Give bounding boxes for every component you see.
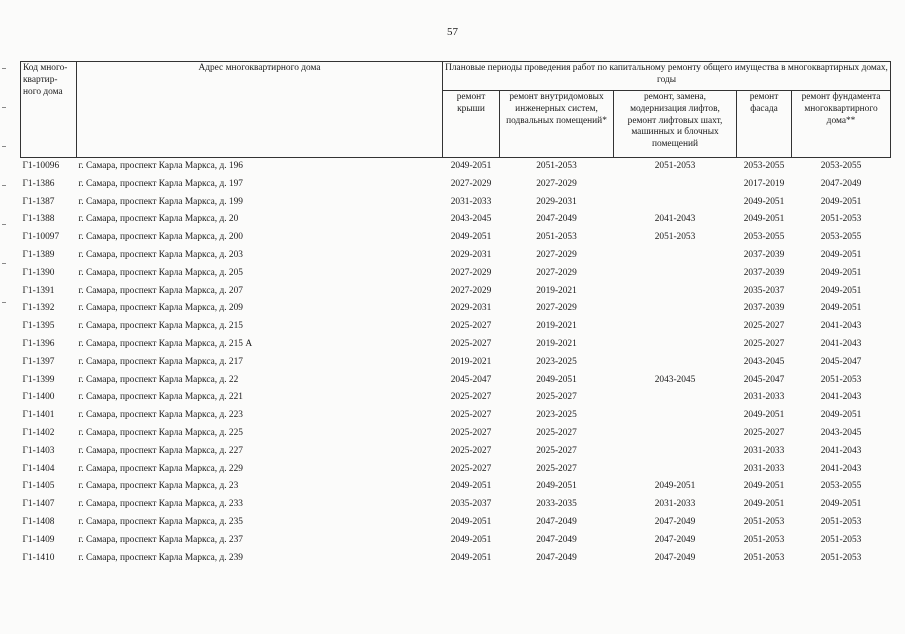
repair-schedule-table	[20, 61, 891, 567]
row-code: Г1-1392	[22, 303, 55, 314]
row-foundation-period: 2041-2043	[820, 321, 862, 332]
row-facade-period: 2031-2033	[743, 463, 785, 474]
row-lifts-period	[614, 300, 737, 318]
row-code: Г1-1395	[22, 321, 55, 332]
row-code: Г1-1402	[22, 427, 55, 438]
row-address: г. Самара, проспект Карла Маркса, д. 199	[78, 196, 243, 207]
row-facade-period: 2049-2051	[743, 499, 785, 510]
row-lifts-period: 2051-2053	[654, 232, 696, 243]
row-systems-period: 2023-2025	[536, 356, 577, 367]
header-lifts: ремонт, замена, модернизация лифтов, ремонт лифтовых шахт, машинных и блочных помещений	[614, 91, 737, 158]
row-roof-period: 2019-2021	[450, 356, 492, 367]
row-foundation-period: 2051-2053	[820, 534, 862, 545]
row-facade-period: 2049-2051	[743, 410, 785, 421]
table-row	[21, 407, 891, 425]
row-systems-period: 2025-2027	[536, 463, 577, 474]
row-facade-period: 2053-2055	[743, 232, 785, 243]
row-facade-period: 2017-2019	[743, 178, 785, 189]
row-lifts-period: 2031-2033	[654, 499, 696, 510]
row-code: Г1-1386	[22, 178, 55, 189]
row-code: Г1-1388	[22, 214, 55, 225]
row-code: Г1-1408	[22, 516, 55, 527]
row-lifts-period: 2041-2043	[654, 214, 696, 225]
table-row	[21, 158, 891, 176]
row-facade-period: 2031-2033	[743, 445, 785, 456]
row-code: Г1-1404	[22, 463, 55, 474]
row-address: г. Самара, проспект Карла Маркса, д. 209	[78, 303, 243, 314]
row-code: Г1-1389	[22, 250, 55, 260]
header-systems: ремонт внутридомовых инженерных систем, подвальных помещений*	[500, 91, 614, 158]
table-row	[21, 283, 891, 301]
row-lifts-period	[614, 461, 737, 479]
scan-edge-marks	[0, 30, 10, 350]
row-lifts-period: 2049-2051	[654, 481, 696, 492]
table-row	[21, 550, 891, 568]
row-code: Г1-1396	[22, 338, 55, 349]
row-systems-period: 2019-2021	[536, 338, 577, 349]
row-code: Г1-1407	[22, 499, 55, 510]
row-facade-period: 2037-2039	[743, 303, 785, 314]
row-address: г. Самара, проспект Карла Маркса, д. 215 А	[78, 338, 253, 349]
row-code: Г1-1397	[22, 356, 55, 367]
row-roof-period: 2049-2051	[450, 516, 492, 527]
row-foundation-period: 2045-2047	[820, 356, 862, 367]
row-systems-period: 2023-2025	[536, 410, 577, 421]
row-foundation-period: 2049-2051	[820, 267, 862, 278]
row-code: Г1-1387	[22, 196, 55, 207]
table-row	[21, 443, 891, 461]
row-lifts-period: 2051-2053	[654, 161, 696, 172]
row-roof-period: 2025-2027	[450, 445, 492, 456]
table-row	[21, 300, 891, 318]
row-facade-period: 2051-2053	[743, 552, 785, 563]
row-roof-period: 2025-2027	[450, 463, 492, 474]
row-address: г. Самара, проспект Карла Маркса, д. 197	[78, 178, 243, 189]
row-systems-period: 2027-2029	[536, 178, 577, 189]
row-lifts-period	[614, 336, 737, 354]
table-row	[21, 176, 891, 194]
row-systems-period: 2047-2049	[536, 534, 577, 545]
row-systems-period: 2027-2029	[536, 267, 577, 278]
row-foundation-period: 2049-2051	[820, 410, 862, 421]
row-address: г. Самара, проспект Карла Маркса, д. 239	[78, 552, 243, 563]
row-roof-period: 2029-2031	[450, 250, 492, 260]
row-lifts-period: 2043-2045	[654, 374, 696, 385]
table-row	[21, 336, 891, 354]
row-facade-period: 2025-2027	[743, 427, 785, 438]
row-systems-period: 2025-2027	[536, 427, 577, 438]
row-facade-period: 2031-2033	[743, 392, 785, 403]
row-facade-period: 2037-2039	[743, 250, 785, 260]
row-address: г. Самара, проспект Карла Маркса, д. 233	[78, 499, 243, 510]
row-foundation-period: 2049-2051	[820, 196, 862, 207]
table-row	[21, 496, 891, 514]
row-lifts-period	[614, 176, 737, 194]
header-code: Код много-квартир-ного дома	[21, 62, 77, 158]
row-lifts-period	[614, 318, 737, 336]
row-address: г. Самара, проспект Карла Маркса, д. 20	[78, 214, 239, 225]
row-foundation-period: 2049-2051	[820, 303, 862, 314]
row-facade-period: 2049-2051	[743, 196, 785, 207]
row-facade-period: 2049-2051	[743, 481, 785, 492]
table-row	[21, 425, 891, 443]
row-foundation-period: 2053-2055	[820, 232, 862, 243]
row-roof-period: 2025-2027	[450, 321, 492, 332]
row-code: Г1-1391	[22, 285, 55, 296]
row-facade-period: 2035-2037	[743, 285, 785, 296]
row-foundation-period: 2053-2055	[820, 161, 862, 172]
row-roof-period: 2025-2027	[450, 338, 492, 349]
row-address: г. Самара, проспект Карла Маркса, д. 207	[78, 285, 243, 296]
row-code: Г1-1401	[22, 410, 55, 421]
row-systems-period: 2051-2053	[536, 161, 577, 172]
row-foundation-period: 2051-2053	[820, 516, 862, 527]
row-systems-period: 2019-2021	[536, 321, 577, 332]
row-lifts-period	[614, 247, 737, 265]
row-roof-period: 2025-2027	[450, 427, 492, 438]
row-lifts-period	[614, 389, 737, 407]
row-foundation-period: 2047-2049	[820, 178, 862, 189]
row-systems-period: 2049-2051	[536, 374, 577, 385]
table-row	[21, 478, 891, 496]
row-foundation-period: 2051-2053	[820, 214, 862, 225]
row-facade-period: 2025-2027	[743, 338, 785, 349]
row-systems-period: 2025-2027	[536, 445, 577, 456]
row-address: г. Самара, проспект Карла Маркса, д. 217	[78, 356, 243, 367]
row-code: Г1-1410	[22, 552, 55, 563]
row-systems-period: 2047-2049	[536, 552, 577, 563]
row-lifts-period	[614, 425, 737, 443]
row-address: г. Самара, проспект Карла Маркса, д. 223	[78, 410, 243, 421]
table-row	[21, 318, 891, 336]
row-foundation-period: 2041-2043	[820, 445, 862, 456]
table-row	[21, 461, 891, 479]
table-row	[21, 372, 891, 390]
row-lifts-period	[614, 443, 737, 461]
row-roof-period: 2027-2029	[450, 285, 492, 296]
header-foundation: ремонт фундамента многоквартирного дома**	[792, 91, 891, 158]
row-facade-period: 2053-2055	[743, 161, 785, 172]
row-address: г. Самара, проспект Карла Маркса, д. 221	[78, 392, 243, 403]
row-foundation-period: 2043-2045	[820, 427, 862, 438]
row-address: г. Самара, проспект Карла Маркса, д. 23	[78, 481, 239, 492]
row-systems-period: 2033-2035	[536, 499, 577, 510]
row-address: г. Самара, проспект Карла Маркса, д. 237	[78, 534, 243, 545]
row-facade-period: 2051-2053	[743, 534, 785, 545]
row-roof-period: 2049-2051	[450, 481, 492, 492]
row-code: Г1-10096	[22, 161, 60, 172]
row-code: Г1-1390	[22, 267, 55, 278]
row-lifts-period	[614, 265, 737, 283]
row-lifts-period	[614, 194, 737, 212]
row-roof-period: 2025-2027	[450, 392, 492, 403]
table-row	[21, 247, 891, 265]
row-address: г. Самара, проспект Карла Маркса, д. 196	[78, 161, 243, 172]
row-roof-period: 2031-2033	[450, 196, 492, 207]
row-lifts-period	[614, 354, 737, 372]
row-systems-period: 2027-2029	[536, 303, 577, 314]
row-foundation-period: 2053-2055	[820, 481, 862, 492]
row-foundation-period: 2049-2051	[820, 499, 862, 510]
row-systems-period: 2019-2021	[536, 285, 577, 296]
row-systems-period: 2049-2051	[536, 481, 577, 492]
row-address: г. Самара, проспект Карла Маркса, д. 203	[78, 250, 243, 260]
row-address: г. Самара, проспект Карла Маркса, д. 200	[78, 232, 243, 243]
row-roof-period: 2035-2037	[450, 499, 492, 510]
row-roof-period: 2045-2047	[450, 374, 492, 385]
header-address: Адрес многоквартирного дома	[77, 62, 443, 158]
row-roof-period: 2027-2029	[450, 178, 492, 189]
row-systems-period: 2025-2027	[536, 392, 577, 403]
row-address: г. Самара, проспект Карла Маркса, д. 225	[78, 427, 243, 438]
row-code: Г1-1403	[22, 445, 55, 456]
row-code: Г1-1409	[22, 534, 55, 545]
row-address: г. Самара, проспект Карла Маркса, д. 229	[78, 463, 243, 474]
table-row	[21, 211, 891, 229]
table-row	[21, 265, 891, 283]
row-roof-period: 2027-2029	[450, 267, 492, 278]
row-address: г. Самара, проспект Карла Маркса, д. 227	[78, 445, 243, 456]
row-address: г. Самара, проспект Карла Маркса, д. 235	[78, 516, 243, 527]
header-roof: ремонт крыши	[443, 91, 500, 158]
page-number: 57	[447, 26, 458, 38]
row-foundation-period: 2049-2051	[820, 285, 862, 296]
table-row	[21, 354, 891, 372]
row-code: Г1-1405	[22, 481, 55, 492]
row-facade-period: 2043-2045	[743, 356, 785, 367]
row-roof-period: 2049-2051	[450, 232, 492, 243]
row-facade-period: 2049-2051	[743, 214, 785, 225]
table-row	[21, 229, 891, 247]
header-periods-group: Плановые периоды проведения работ по капитальному ремонту общего имущества в многоквартирных домах, годы	[443, 62, 891, 91]
row-systems-period: 2027-2029	[536, 250, 577, 260]
row-lifts-period: 2047-2049	[654, 516, 696, 527]
row-systems-period: 2047-2049	[536, 214, 577, 225]
row-lifts-period: 2047-2049	[654, 534, 696, 545]
row-facade-period: 2025-2027	[743, 321, 785, 332]
row-roof-period: 2029-2031	[450, 303, 492, 314]
row-roof-period: 2049-2051	[450, 161, 492, 172]
row-roof-period: 2049-2051	[450, 552, 492, 563]
row-facade-period: 2051-2053	[743, 516, 785, 527]
row-foundation-period: 2051-2053	[820, 552, 862, 563]
row-roof-period: 2049-2051	[450, 534, 492, 545]
row-code: Г1-1399	[22, 374, 55, 385]
row-address: г. Самара, проспект Карла Маркса, д. 215	[78, 321, 243, 332]
header-facade: ремонт фасада	[737, 91, 792, 158]
row-foundation-period: 2041-2043	[820, 338, 862, 349]
row-systems-period: 2029-2031	[536, 196, 577, 207]
table-row	[21, 514, 891, 532]
row-code: Г1-10097	[22, 232, 60, 243]
row-lifts-period	[614, 407, 737, 425]
row-foundation-period: 2041-2043	[820, 463, 862, 474]
table-row	[21, 194, 891, 212]
row-facade-period: 2045-2047	[743, 374, 785, 385]
row-systems-period: 2047-2049	[536, 516, 577, 527]
row-lifts-period	[614, 283, 737, 301]
row-lifts-period: 2047-2049	[654, 552, 696, 563]
table-body	[21, 158, 891, 568]
row-foundation-period: 2049-2051	[820, 250, 862, 260]
row-address: г. Самара, проспект Карла Маркса, д. 22	[78, 374, 239, 385]
row-foundation-period: 2041-2043	[820, 392, 862, 403]
row-roof-period: 2043-2045	[450, 214, 492, 225]
table-row	[21, 532, 891, 550]
row-code: Г1-1400	[22, 392, 55, 403]
row-facade-period: 2037-2039	[743, 267, 785, 278]
row-roof-period: 2025-2027	[450, 410, 492, 421]
table-row	[21, 389, 891, 407]
row-foundation-period: 2051-2053	[820, 374, 862, 385]
row-systems-period: 2051-2053	[536, 232, 577, 243]
row-address: г. Самара, проспект Карла Маркса, д. 205	[78, 267, 243, 278]
